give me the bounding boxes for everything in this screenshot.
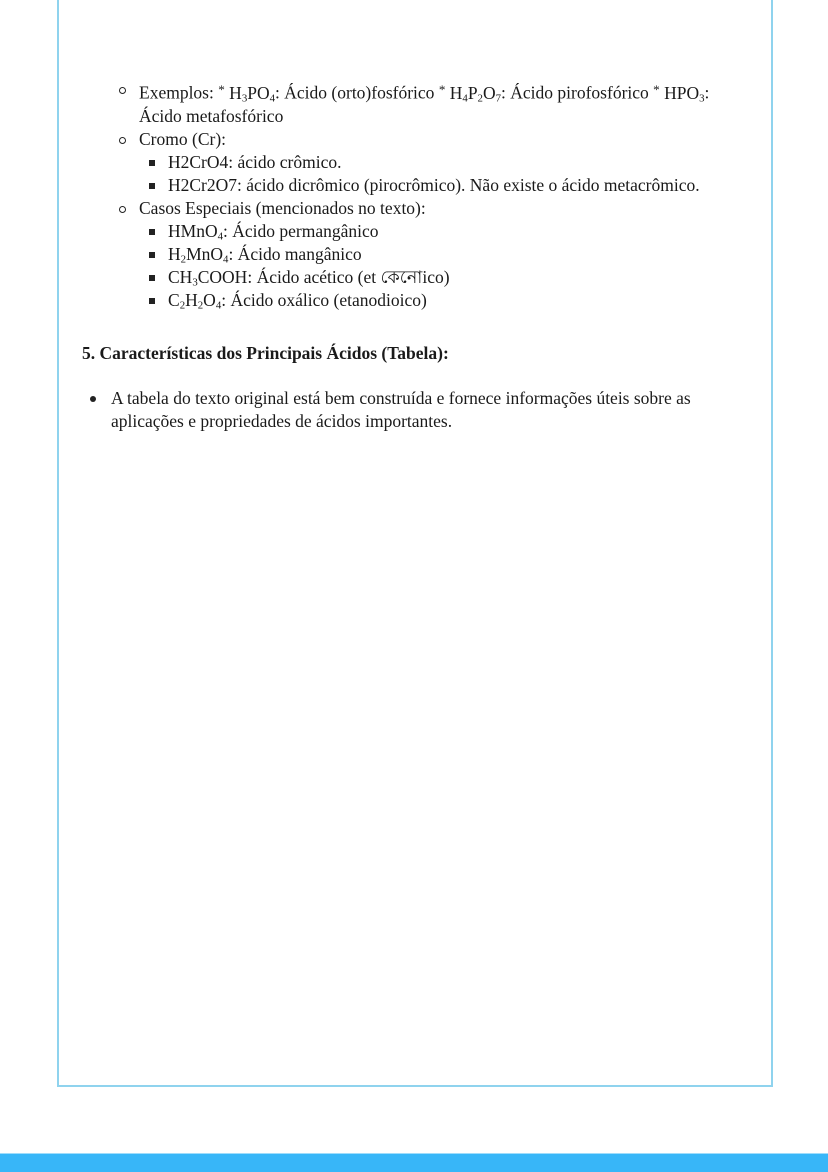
list-item-exemplos <box>82 78 732 128</box>
acid-name: : Ácido pirofosfórico <box>501 82 654 103</box>
acid-name: : Ácido (orto)fosfórico <box>275 82 439 103</box>
star-marker: * <box>438 82 446 97</box>
list-item <box>139 266 732 289</box>
casos-especiais-sublist <box>139 220 732 312</box>
list-item <box>139 289 732 312</box>
formula-h2mno4: $H_2MnO_4$ <box>168 243 229 266</box>
acid-name: : Ácido permangânico <box>223 220 379 241</box>
cromo-sublist <box>139 151 732 197</box>
exemplos-label: Exemplos: <box>139 82 219 103</box>
formula-h3po4: $H_3PO_4$ <box>229 82 276 105</box>
list-item: A tabela do texto original está bem construída e fornece informações úteis sobre as aplicações e propriedades de ácidos importantes. <box>82 387 701 433</box>
list-item <box>139 243 732 266</box>
document-content <box>82 78 732 433</box>
acid-list <box>82 78 732 312</box>
formula-ch3cooh: $CH_3COOH$ <box>168 266 248 289</box>
star-marker: * <box>653 82 660 97</box>
formula-h4p2o7: $H_4P_2O_7$ <box>449 82 502 105</box>
formula-hmno4: HMnO$_4$ <box>168 220 224 243</box>
casos-especiais-label: Casos Especiais (mencionados no texto): <box>139 197 426 218</box>
formula-hpo3: $HPO_3$ <box>664 82 705 105</box>
list-item: H2CrO4: ácido crômico. <box>139 151 732 174</box>
section-heading: 5. Características dos Principais Ácidos (Tabela): <box>82 342 449 363</box>
list-item-cromo <box>82 128 732 197</box>
acid-name: : Ácido mangânico <box>228 243 362 264</box>
acid-name: : Ácido acético (et কেনোico) <box>247 266 450 287</box>
list-item-casos-especiais <box>82 197 732 312</box>
cromo-label: Cromo (Cr): <box>139 128 227 149</box>
acid-name: : Ácido metafosfórico <box>139 82 710 126</box>
acid-name: : Ácido oxálico (etanodioico) <box>221 289 427 310</box>
list-item: H2Cr2O7: ácido dicrômico (pirocrômico). Não existe o ácido metacrômico. <box>139 174 732 197</box>
list-item <box>139 220 732 243</box>
formula-c2h2o4: $C_2H_2O_4$ <box>168 289 222 312</box>
section5-list <box>82 387 732 433</box>
footer-bar <box>0 1153 828 1172</box>
star-marker: * <box>218 82 225 97</box>
